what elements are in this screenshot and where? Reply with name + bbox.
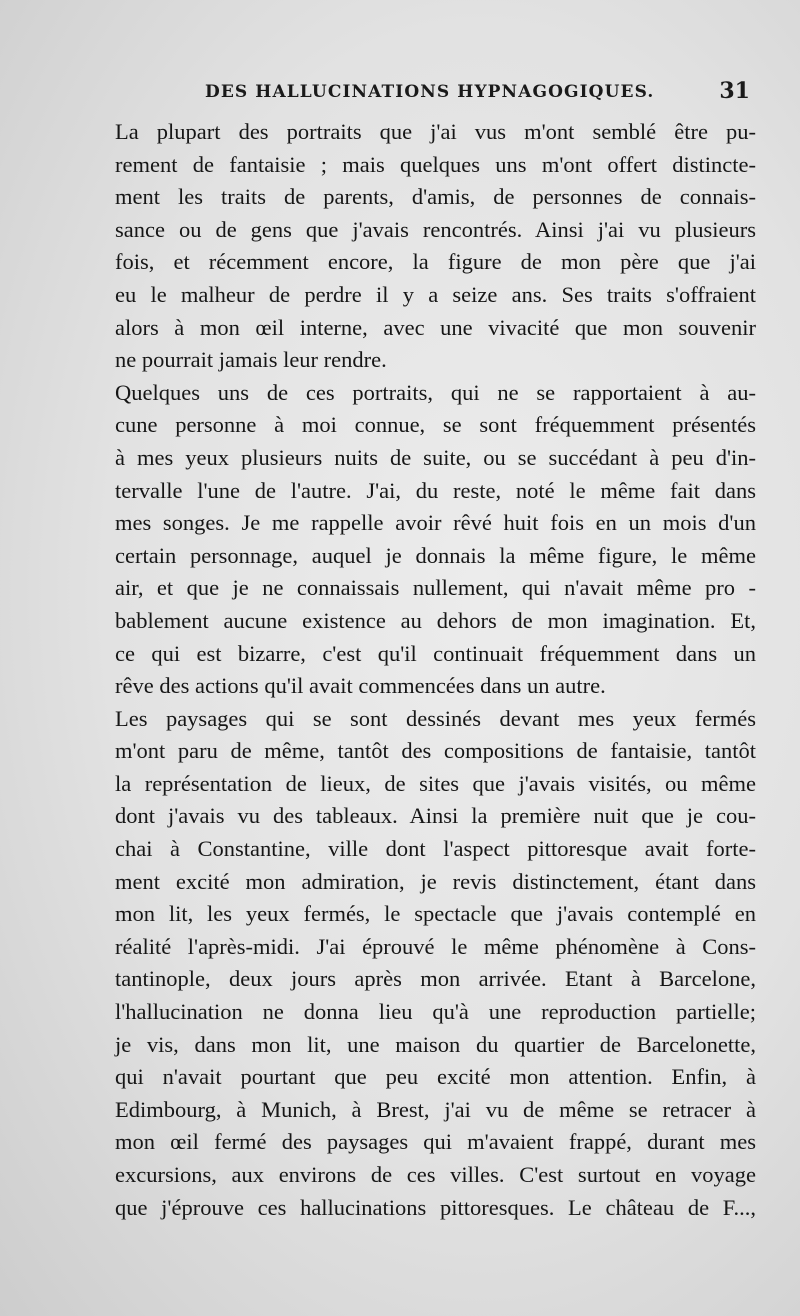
text-line: chai à Constantine, ville dont l'aspect pittoresque avait forte- <box>115 836 756 862</box>
text-line: m'ont paru de même, tantôt des compositions de fantaisie, tantôt <box>115 738 756 764</box>
text-line: eu le malheur de perdre il y a seize ans. Ses traits s'offraient <box>115 281 756 307</box>
text-line: à mes yeux plusieurs nuits de suite, ou se succédant à peu d'in- <box>115 444 756 470</box>
paragraph-1 <box>88 116 756 377</box>
text-line: rêve des actions qu'il avait commencées dans un autre. <box>115 673 606 699</box>
text-line: mes songes. Je me rappelle avoir rêvé huit fois en un mois d'un <box>115 510 756 536</box>
text-line: l'hallucination ne donna lieu qu'à une reproduction partielle; <box>115 999 756 1025</box>
text-line: la représentation de lieux, de sites que j'avais visités, ou même <box>115 770 756 796</box>
text-line: ce qui est bizarre, c'est qu'il continuait fréquemment dans un <box>115 640 756 666</box>
text-line: air, et que je ne connaissais nullement, qui n'avait même pro - <box>115 575 756 601</box>
text-line: rement de fantaisie ; mais quelques uns m'ont offert distincte- <box>115 151 756 177</box>
text-line: ment les traits de parents, d'amis, de personnes de connais- <box>115 184 756 210</box>
text-line: que j'éprouve ces hallucinations pittoresques. Le château de F..., <box>115 1194 756 1220</box>
running-head <box>205 78 750 108</box>
text-line: dont j'avais vu des tableaux. Ainsi la première nuit que je cou- <box>115 803 756 829</box>
text-line: ne pourrait jamais leur rendre. <box>115 347 387 373</box>
text-line: Quelques uns de ces portraits, qui ne se rapportaient à au- <box>115 379 756 405</box>
paragraph-3 <box>88 703 756 1225</box>
text-line: La plupart des portraits que j'ai vus m'ont semblé être pu- <box>115 119 756 144</box>
text-line: mon œil fermé des paysages qui m'avaient frappé, durant mes <box>115 1129 756 1155</box>
text-line: réalité l'après-midi. J'ai éprouvé le même phénomène à Cons- <box>115 933 756 959</box>
text-line: qui n'avait pourtant que peu excité mon attention. Enfin, à <box>115 1064 756 1090</box>
paragraph-2 <box>88 377 756 703</box>
running-title: DES HALLUCINATIONS HYPNAGOGIQUES. <box>205 82 655 102</box>
text-line: excursions, aux environs de ces villes. C'est surtout en voyage <box>115 1162 756 1187</box>
text-line: tervalle l'une de l'autre. J'ai, du reste, noté le même fait dans <box>115 477 756 503</box>
text-line: Les paysages qui se sont dessinés devant mes yeux fermés <box>115 705 756 731</box>
text-line: sance ou de gens que j'avais rencontrés. Ainsi j'ai vu plusieurs <box>115 216 756 242</box>
text-line: tantinople, deux jours après mon arrivée. Etant à Barcelone, <box>115 966 756 992</box>
body-text <box>88 116 756 1224</box>
text-line: je vis, dans mon lit, une maison du quartier de Barcelonette, <box>115 1031 756 1057</box>
text-line: Edimbourg, à Munich, à Brest, j'ai vu de même se retracer à <box>115 1096 756 1122</box>
page-number: 31 <box>719 78 750 104</box>
text-line: alors à mon œil interne, avec une vivacité que mon souvenir <box>115 314 756 340</box>
text-line: fois, et récemment encore, la figure de mon père que j'ai <box>115 249 756 275</box>
text-line: mon lit, les yeux fermés, le spectacle que j'avais contemplé en <box>115 901 756 927</box>
text-line: cune personne à moi connue, se sont fréquemment présentés <box>115 412 756 438</box>
text-line: certain personnage, auquel je donnais la même figure, le même <box>115 542 756 568</box>
text-line: ment excité mon admiration, je revis distinctement, étant dans <box>115 868 756 894</box>
text-line: bablement aucune existence au dehors de mon imagination. Et, <box>115 607 756 633</box>
